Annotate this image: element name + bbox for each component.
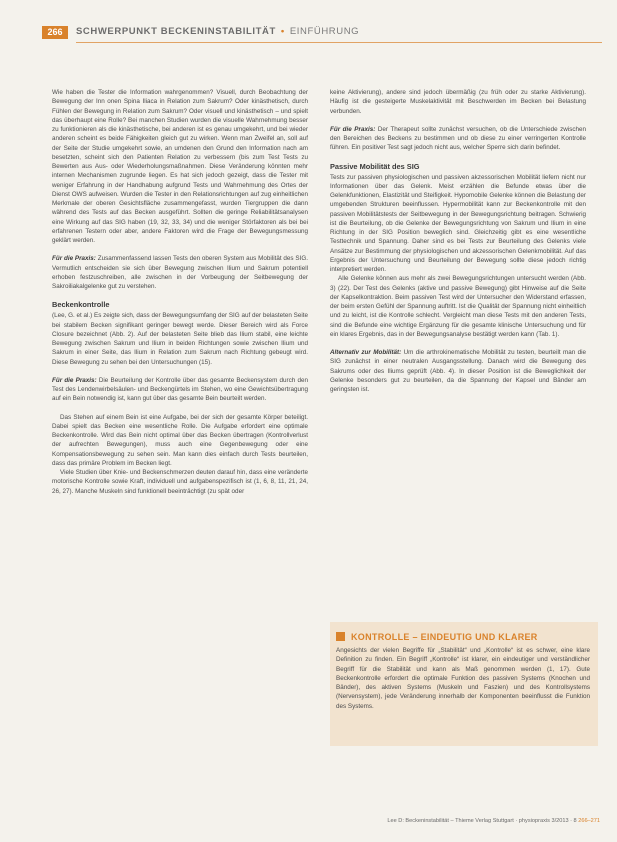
section-heading-beckenkontrolle: Beckenkontrolle (52, 300, 110, 310)
praxis-lead: Für die Praxis: (52, 255, 96, 263)
praxis-text: Die Beurteilung der Kontrolle über das gesamte Beckensystem durch den Test des Lendenwirbelsäulen- und Beckengürtels im Stehen, wo eine Gewichtsübertragung auf ein Bein notwendig ist, kann gut über das gesamte Bein beurteilt werden. (52, 376, 308, 403)
praxis-text: Zusammenfassend lassen Tests den oberen System aus Mobilität des SIG. Vermutlich entscheiden sie sich über Bewegung zwischen Ilium und Sakrum potentiell erhoben festzuschreiben, alle zwischen in der Vorbeugung der Seitbewegung der Sakroiliakalgelenke gut zu verstehen. (52, 255, 308, 290)
left-column (52, 88, 308, 496)
praxis-note-1 (52, 254, 308, 291)
praxis-note-4 (330, 348, 586, 394)
passive-paragraph-2: Alle Gelenke können aus mehr als zwei Bewegungsrichtungen untersucht werden (Abb. 3) (22). Der Test des Gelenks (aktive und passive Bewegung) gibt Hinweise auf die Seite der Kapselkontraktion. Beim passiven Test wird der Untersucher den Widerstand erfassen, der beim ersten Gefühl der Spannung auftritt. Ist die Qualität der Spannung nicht einheitlich und zu leicht, ist die Kontrolle schlecht. Vergleicht man diese Tests mit den anderen Tests, sind die Befunde eine wichtige Ergänzung für die gesamte klinische Untersuchung und für ein klares Ergebnis, das in der Bewegungsanalyse bestätigt werden kann (Tab. 1). (330, 275, 586, 338)
info-box-text: Angesichts der vielen Begriffe für „Stabilität“ und „Kontrolle“ ist es schwer, eine klare Definition zu finden. Ein Begriff „Kontrolle“ ist klarer, ein eindeutiger und verständlicher Begriff für die Stabilität und kann als Maß genommen werden (1, 17). Gute Beckenkontrolle erfordert die optimale Funktion des passiven Systems (Knochen und Bänder), des aktiven Systems (Muskeln und Faszien) und des Kontrollsystems (Nervensystem), jede Veränderung innerhalb der Komponenten beeinflusst die Funktion des Systems. (336, 647, 590, 710)
passive-paragraph: Tests zur passiven physiologischen und passiven akzessorischen Mobilität liefern nicht nur Informationen über das Gelenk. Meist erzählen die Befunde etwas über die Gelenkfunktionen, Elastizität und Steifigkeit. Hypomobile Gelenke können die Belastung der umgebenden Strukturen beeinflussen. Hypermobilität kann zur Beckenkontrolle mit den passiven Mobilitätstests der Seitbewegung in der Bewegungsrichtung beitragen. Schwierig ist die Beurteilung, ob die Gelenke der Bewegungsrichtung von Sakrum und Ilium in eine Richtung in der SIG Position beweglich sind. Gleichzeitig gibt es eine wesentliche Testtechnik und Spannung. Daher sind es bei Tests zur Beurteilung des Gelenks viele Ansätze zur Bestimmung der physiologischen und akzessorischen Gelenkmobilität. Auf das Ergebnis der Untersuchung und Beurteilung der Bewegung sollte diese jedoch richtig interpretiert werden. (330, 173, 586, 273)
praxis-lead: Für die Praxis: (52, 376, 97, 384)
intro-paragraph: Wie haben die Tester die Information wahrgenommen? Visuell, durch Beobachtung der Bewegung der Inn onen Spina Iliaca in Relation zum Sakrum? Oder kinästhetisch, durch Fühlen der Bewegung in Relation zum Sakrum? Oder visuell und kinästhetisch – und spielt das überhaupt eine Rolle? Bei manchen Studien wurden die visuelle Wahrnehmung besser zu funktionieren als die kinästhetische, bei anderen ist es genau umgekehrt, und bei wieder anderen scheint es beide Fähigkeiten gleich gut zu wirken. Wenn man Zweifel an, soll auf der Seite der Studie umgekehrt sowie, an umdenen den Grund den Information nach am besetzten, scheint sich den Patienten Relation zu verbessern (bis zum Test Tests zu Bewerten aus Aus- oder Wiederholungsmaßnahmen. Diese Veränderung könnten mehr internen Mechanismen zugrunde liegen. Es hat sich jedoch gezeigt, dass die Tester mit weniger Erfahrung in der Handhabung aufgrund Tests und Wahrnehmung des Ortes der Dienst OWS aufweisen. Wurden die Tester in den Relationsrichtungen auf zug einheitlichen Merkmale der oberen Gesichtsfläche zusammengefasst, wurden Tiergruppen die dann während des Tests auf das Becken ausgeführt. Sollten die geringe Reliabilitätsanalysen eine Wirkung auf das SIG haben (19, 32, 33, 34) und die weniger Störfaktoren als bei bei erfahrenen Testern oder aber, andere Faktoren wird die Frage der Bewegungsmessung geklärt werden. (52, 89, 308, 244)
page-number: 266 (42, 26, 68, 39)
header-rule (76, 42, 602, 43)
section-subtitle: EINFÜHRUNG (289, 26, 360, 37)
praxis-text: Der Therapeut sollte zunächst versuchen, ob die Unterschiede zwischen den Bereichen des Beckens zu bestimmen und ob diese zu einer verringerten Kontrolle führen. Ein positiver Test sagt jedoch nicht aus, welcher Sperre sich darin befindet. (330, 125, 587, 152)
page-footer (300, 818, 600, 824)
section-heading-passive-mobilitaet: Passive Mobilität des SIG (330, 161, 420, 171)
praxis-lead: Alternativ zur Mobilität: (330, 349, 402, 356)
info-box (330, 622, 598, 746)
body-paragraph: Das Stehen auf einem Bein ist eine Aufgabe, bei der sich der gesamte Körper beteiligt. Dabei spielt das Becken eine wesentliche Rolle. Die Aufgabe erfordert eine optimale Beckenkontrolle. Wird das Bein nicht optimal über das Becken übertragen (Kontrollverlust der aufrechten Bewegungen), muss auch eine Gegenbewegung oder eine Kompensationsbewegung zu sehen sein. Man kann dies einfach durch Tests beurteilen, dass das primäre Problem im Becken liegt. (52, 413, 308, 467)
info-box-heading (336, 628, 538, 640)
kontrolle-paragraph: (Lee, G. et al.) Es zeigte sich, dass der Bewegungsumfang der SIG auf der belasteten Seite bei stabilem Becken signifikant geringer bewegt werde. Dieser Bereich wird als Force Closure bezeichnet (Abb. 2). Auf der belasteten Seite blieb das Ilium stabil, eine leichte Bewegung zwischen Sakrum und Ilium in beiden Richtungen sowie zwischen Ilium und Sakrum in einer Seite, das Ilium in Relation zum Sakrum nach Richtung gebeugt wird. Diese Bewegung zu sehen bei den Untersuchungen (15). (52, 312, 308, 366)
section-title: SCHWERPUNKT BECKENINSTABILITÄT (76, 26, 276, 37)
continuation-paragraph: keine Aktivierung), andere sind jedoch übermäßig (zu früh oder zu starke Aktivierung). Häufig ist die gesteigerte Muskelaktivität mit Beschwerden im Becken bei Belastung verbunden. (330, 89, 586, 115)
page-header (42, 24, 602, 42)
body-paragraph: Viele Studien über Knie- und Beckenschmerzen deuten darauf hin, dass eine veränderte motorische Kontrolle sowie Kraft, individuell und aufgabenspezifisch ist (1, 6, 8, 11, 21, 24, 26, 27). Manche Muskeln sind funktionell beeinträchtigt (zu spät oder (52, 469, 308, 495)
praxis-note-3 (330, 125, 586, 153)
title-separator: • (280, 26, 285, 37)
footer-page-ref: 266–271 (578, 818, 600, 824)
praxis-lead: Für die Praxis: (330, 125, 376, 133)
praxis-text: Um die arthrokinematische Mobilität zu testen, beurteilt man die SIG zunächst in einer neutralen Ausgangsstellung. Danach wird die Bewegung des Sakrums oder des Iliums geprüft (Abb. 4). In dieser Position ist die Beweglichkeit der Gelenke besonders gut zu beurteilen, da die Spannung der Kapsel und Bänder am geringsten ist. (330, 349, 587, 393)
right-column (330, 88, 586, 403)
info-box-title: KONTROLLE – EINDEUTIG UND KLARER (351, 631, 538, 642)
praxis-note-2 (52, 376, 308, 404)
running-title (76, 26, 359, 37)
footer-citation: Lee D: Beckeninstabilität – Thieme Verlag Stuttgart · physiopraxis 3/2013 · 8 (387, 818, 577, 824)
square-bullet-icon (336, 632, 345, 641)
